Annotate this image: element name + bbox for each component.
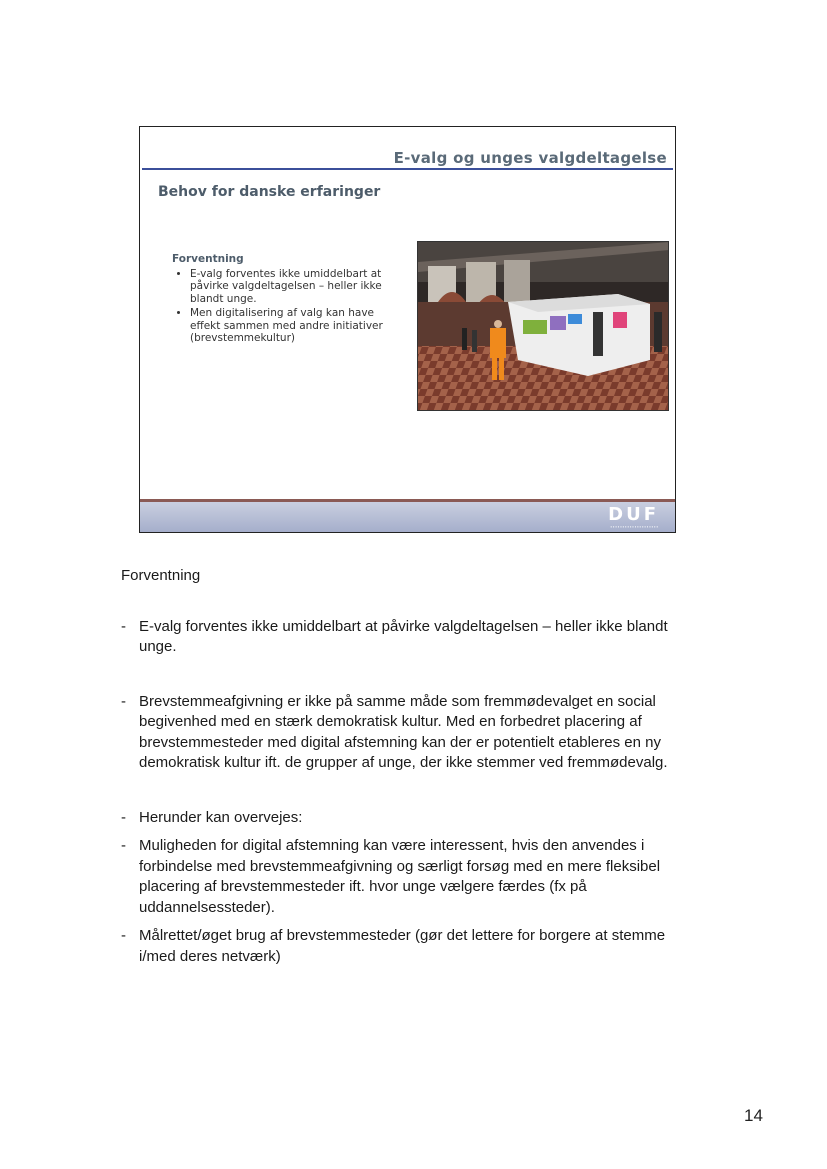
logo-letters: DUF	[608, 504, 659, 525]
slide-bullet: • Men digitalisering af valg kan have effekt sammen med andre initiativer (brevstemmekultur)	[190, 307, 404, 345]
title-rule	[142, 168, 673, 170]
slide-body-heading: Forventning	[172, 253, 244, 265]
slide-bullet-list	[172, 268, 404, 345]
notes-item: - Herunder kan overvejes:	[121, 808, 691, 829]
logo-tagline-mark: ▪▪▪▪▪▪▪▪▪▪▪▪▪▪▪▪▪▪▪▪	[610, 524, 659, 529]
slide-title: E-valg og unges valgdeltagelse	[393, 149, 667, 167]
notes-list	[121, 617, 691, 968]
photo-illustration	[418, 242, 669, 411]
duf-logo	[608, 506, 659, 529]
station-tent-photo	[417, 241, 669, 411]
slide-footer-bar	[140, 499, 675, 532]
notes-item: - Brevstemmeafgivning er ikke på samme måde som fremmødevalget en social begivenhed med en stærk demokratisk kultur. Med en forbedret placering af brevstemmesteder med digital afstemning kan der er potentielt etableres en ny demokratisk kultur ift. de grupper af unge, der ikke stemmer ved fremmødevalg.	[121, 692, 691, 774]
notes-item: - Målrettet/øget brug af brevstemmesteder (gør det lettere for borgere at stemme i/med deres netværk)	[121, 926, 691, 967]
speaker-notes	[121, 566, 691, 967]
page-number: 14	[744, 1106, 763, 1125]
slide-bullet: • E-valg forventes ikke umiddelbart at påvirke valgdeltagelsen – heller ikke blandt unge.	[190, 268, 404, 306]
slide-body	[172, 253, 404, 347]
slide-subtitle: Behov for danske erfaringer	[158, 184, 381, 200]
notes-item: - Muligheden for digital afstemning kan være interessent, hvis den anvendes i forbindelse med brevstemmeafgivning og særligt forsøg med en mere fleksibel placering af brevstemmesteder ift. hvor unge vælgere færdes (fx på uddannelsessteder).	[121, 836, 691, 918]
slide-thumbnail	[139, 126, 676, 533]
notes-heading: Forventning	[121, 567, 201, 584]
notes-item: - E-valg forventes ikke umiddelbart at påvirke valgdeltagelsen – heller ikke blandt unge.	[121, 617, 691, 658]
